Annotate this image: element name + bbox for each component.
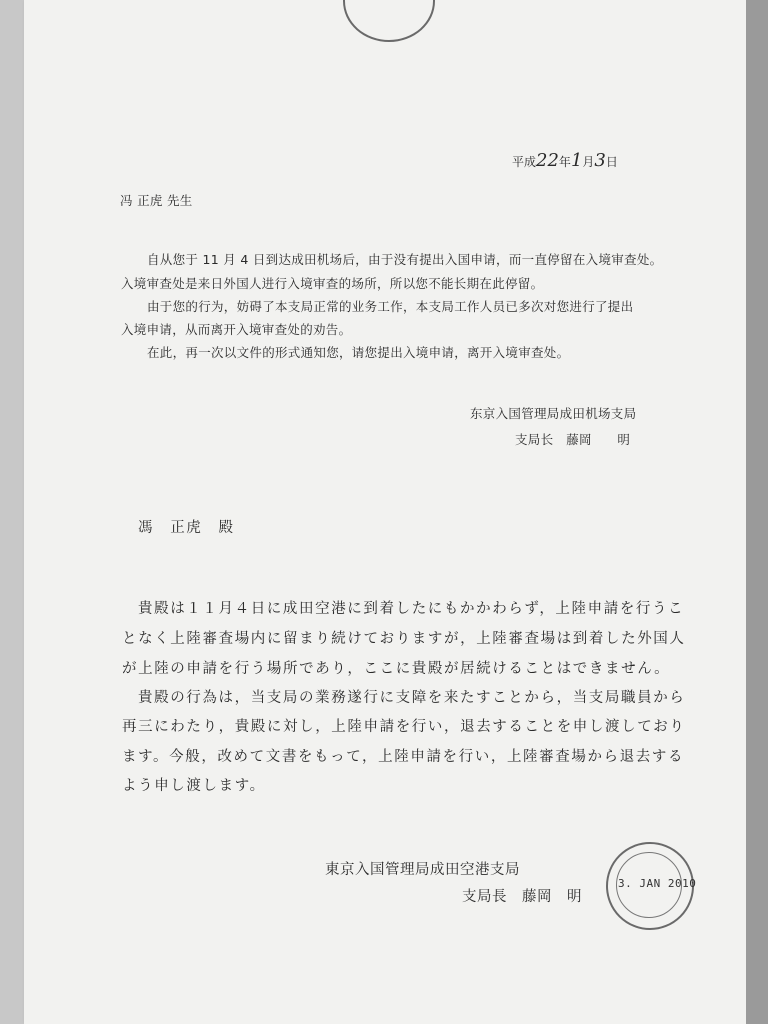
- jp-body-line: よう申し渡します。: [122, 778, 266, 794]
- jp-body-line: となく上陸審査場内に留まり続けておりますが，上陸審査場は到着した外国人: [122, 631, 686, 647]
- jp-org-name: 東京入国管理局成田空港支局: [325, 862, 520, 878]
- background-right: [746, 0, 768, 1024]
- cn-body-line: 入境审查处是来日外国人进行入境审查的场所，所以您不能长期在此停留。: [121, 276, 544, 291]
- jp-addressee: 馮 正虎 殿: [138, 520, 235, 536]
- cn-body-line: 自从您于 11 月 4 日到达成田机场后，由于没有提出入国申请，而一直停留在入境审查处。: [147, 252, 663, 267]
- cn-body-line: 入境申请，从而离开入境审查处的劝告。: [121, 322, 352, 337]
- background-left: [0, 0, 24, 1024]
- cn-org-name: 东京入国管理局成田机场支局: [470, 406, 637, 421]
- immigration-stamp: [606, 842, 697, 930]
- cn-signer: 支局长 藤岡 明: [515, 432, 631, 447]
- jp-body-line: 貴殿の行為は，当支局の業務遂行に支障を来たすことから，当支局職員から: [138, 690, 686, 706]
- jp-body-line: 再三にわたり，貴殿に対し，上陸申請を行い，退去することを申し渡しており: [122, 719, 686, 735]
- cn-body-line: 由于您的行为，妨碍了本支局正常的业务工作，本支局工作人员已多次对您进行了提出: [147, 299, 634, 314]
- jp-signer: 支局長 藤岡 明: [462, 889, 582, 905]
- jp-body-line: ます。今般，改めて文書をもって，上陸申請を行い，上陸審査場から退去する: [122, 749, 685, 765]
- stamp-date: 3. JAN 2010: [618, 877, 697, 890]
- cn-body-line: 在此，再一次以文件的形式通知您，请您提出入境申请，离开入境审查处。: [147, 345, 570, 360]
- jp-body-line: が上陸の申請を行う場所であり，ここに貴殿が居続けることはできません。: [122, 661, 671, 677]
- cn-addressee: 冯 正虎 先生: [120, 193, 193, 208]
- letter-date: 平成22年1月3日: [512, 150, 618, 171]
- jp-body-line: 貴殿は１１月４日に成田空港に到着したにもかかわらず，上陸申請を行うこ: [138, 601, 685, 617]
